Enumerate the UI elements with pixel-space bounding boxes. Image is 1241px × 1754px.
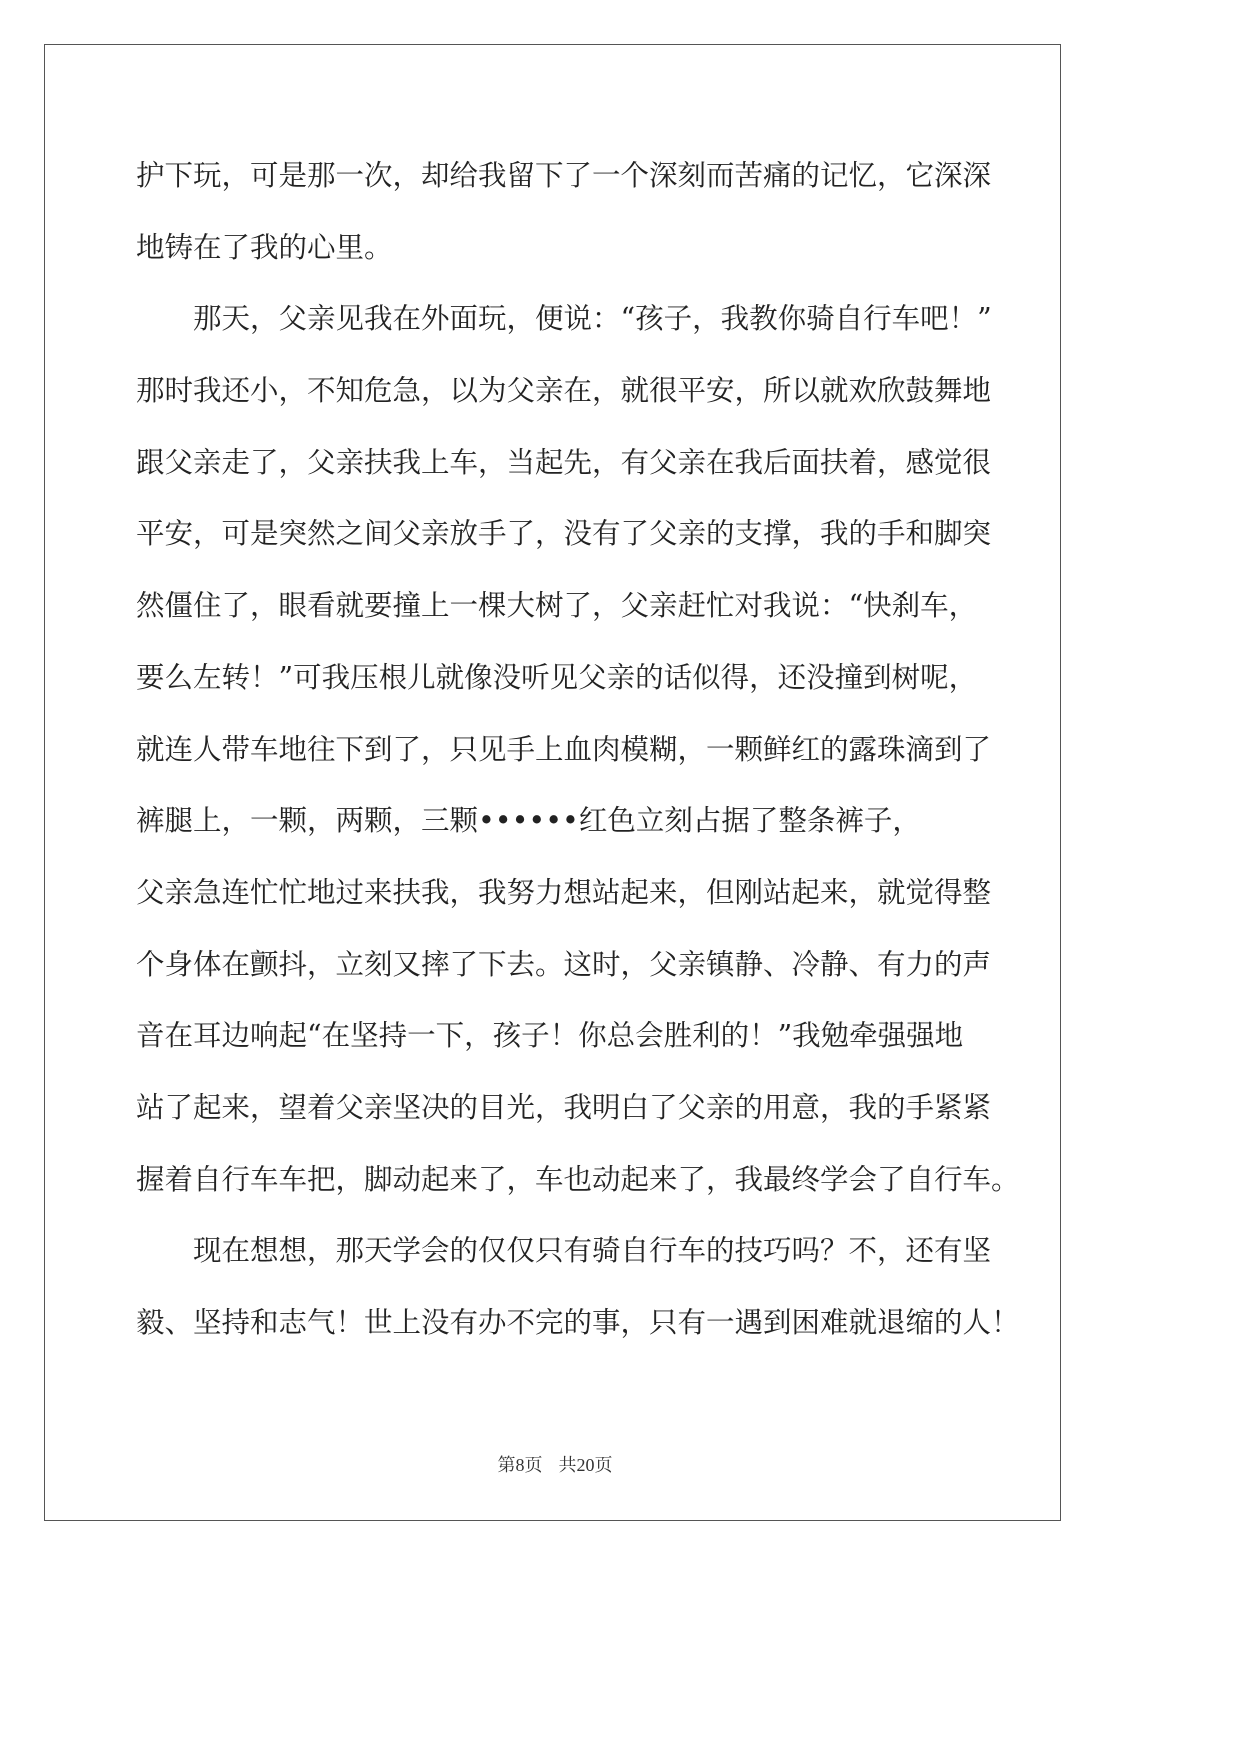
text-line: 就连人带车地往下到了，只见手上血肉模糊，一颗鲜红的露珠滴到了 <box>136 732 992 766</box>
text-line: 要么左转！”可我压根儿就像没听见父亲的话似得，还没撞到树呢， <box>136 660 978 694</box>
text-line: 跟父亲走了，父亲扶我上车，当起先，有父亲在我后面扶着，感觉很 <box>136 445 992 479</box>
text-line: 握着自行车车把，脚动起来了，车也动起来了，我最终学会了自行车。 <box>136 1162 1020 1196</box>
text-line: 父亲急连忙忙地过来扶我，我努力想站起来，但刚站起来，就觉得整 <box>136 875 992 909</box>
page-footer <box>0 1451 1110 1477</box>
text-line: 个身体在颤抖，立刻又摔了下去。这时，父亲镇静、冷静、有力的声 <box>136 947 992 981</box>
page-number: 第8页 <box>497 1455 543 1475</box>
text-line: 裤腿上，一颗，两颗，三颗••••••红色立刻占据了整条裤子， <box>136 804 921 838</box>
text-line-first: 那天，父亲见我在外面玩，便说：“孩子，我教你骑自行车吧！” <box>193 302 992 336</box>
text-line: 地铸在了我的心里。 <box>136 230 393 264</box>
page-total: 共20页 <box>558 1455 613 1475</box>
text-line: 站了起来，望着父亲坚决的目光，我明白了父亲的用意，我的手紧紧 <box>136 1090 992 1124</box>
text-line: 护下玩，可是那一次，却给我留下了一个深刻而苦痛的记忆，它深深 <box>136 159 992 192</box>
text-line: 然僵住了，眼看就要撞上一棵大树了，父亲赶忙对我说：“快刹车， <box>136 589 978 623</box>
text-line-first: 现在想想，那天学会的仅仅只有骑自行车的技巧吗？不，还有坚 <box>193 1234 992 1268</box>
text-line: 那时我还小，不知危急，以为父亲在，就很平安，所以就欢欣鼓舞地 <box>136 374 992 408</box>
document-body <box>136 140 1020 1359</box>
text-line: 毅、坚持和志气！世上没有办不完的事，只有一遇到困难就退缩的人！ <box>136 1306 1020 1339</box>
text-line: 音在耳边响起“在坚持一下，孩子！你总会胜利的！”我勉牵强强地 <box>136 1019 964 1053</box>
text-line: 平安，可是突然之间父亲放手了，没有了父亲的支撑，我的手和脚突 <box>136 517 992 551</box>
